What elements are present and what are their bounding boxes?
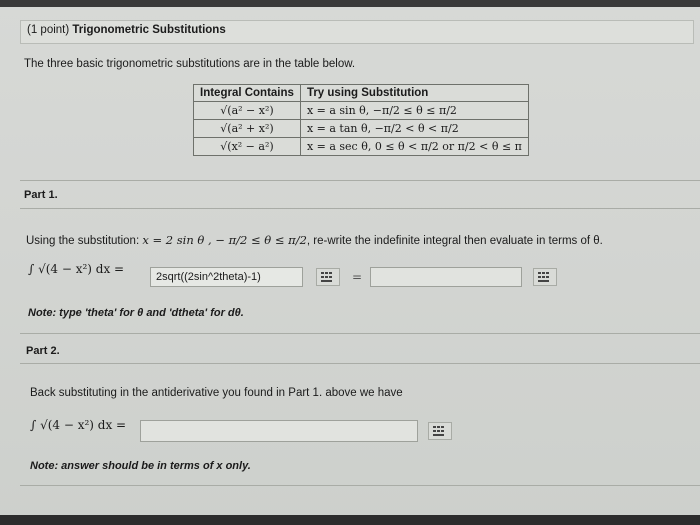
keypad-icon — [538, 272, 552, 282]
antiderivative-input[interactable] — [370, 267, 522, 287]
part1-instruction — [26, 233, 603, 247]
substitution-table — [193, 84, 529, 156]
instruction-math: x = 2 sin θ , − π/2 ≤ θ ≤ π/2 — [142, 233, 307, 247]
col-header-integral: Integral Contains — [194, 85, 301, 102]
col-header-substitution: Try using Substitution — [300, 85, 528, 102]
problem-header — [20, 20, 694, 44]
title-text: Trigonometric Substitutions — [72, 24, 226, 36]
part1-note: Note: type 'theta' for θ and 'dtheta' for dθ. — [28, 307, 244, 319]
divider — [20, 180, 700, 181]
keypad-icon — [433, 426, 447, 436]
divider — [20, 208, 700, 209]
equals-sign: = — [352, 270, 363, 284]
table-row — [194, 120, 529, 138]
keypad-button-2[interactable] — [533, 268, 557, 286]
top-edge — [0, 0, 700, 7]
keypad-button-3[interactable] — [428, 422, 452, 440]
part2-label: Part 2. — [26, 345, 60, 357]
substitution-cell: x = a sec θ, 0 ≤ θ < π/2 or π/2 < θ ≤ π — [300, 138, 528, 156]
back-substitution-input[interactable] — [140, 420, 418, 442]
problem-title — [27, 24, 226, 36]
substitution-cell: x = a tan θ, −π/2 < θ < π/2 — [300, 120, 528, 138]
instruction-post: , re-write the indefinite integral then evaluate in terms of θ. — [306, 235, 603, 247]
integral-cell: √(x² − a²) — [194, 138, 301, 156]
divider — [20, 363, 700, 364]
divider — [20, 333, 700, 334]
intro-text: The three basic trigonometric substitutions are in the table below. — [24, 58, 356, 70]
divider — [20, 485, 700, 486]
part2-integral: ∫ √(4 − x²) dx = — [30, 418, 127, 432]
substitution-cell: x = a sin θ, −π/2 ≤ θ ≤ π/2 — [300, 102, 528, 120]
integral-cell: √(a² − x²) — [194, 102, 301, 120]
instruction-pre: Using the substitution: — [26, 235, 143, 247]
points-label: (1 point) — [27, 24, 70, 36]
table-header-row — [194, 85, 529, 102]
keypad-icon — [321, 272, 335, 282]
keypad-button-1[interactable] — [316, 268, 340, 286]
integrand-input[interactable]: 2sqrt((2sin^2theta)-1) — [150, 267, 303, 287]
bottom-edge — [0, 515, 700, 525]
integral-cell: √(a² + x²) — [194, 120, 301, 138]
part2-note: Note: answer should be in terms of x only. — [30, 460, 251, 472]
table-row — [194, 102, 529, 120]
part1-label: Part 1. — [24, 189, 58, 201]
table-row — [194, 138, 529, 156]
part1-integral: ∫ √(4 − x²) dx = — [28, 262, 125, 276]
part2-instruction: Back substituting in the antiderivative you found in Part 1. above we have — [30, 387, 403, 399]
